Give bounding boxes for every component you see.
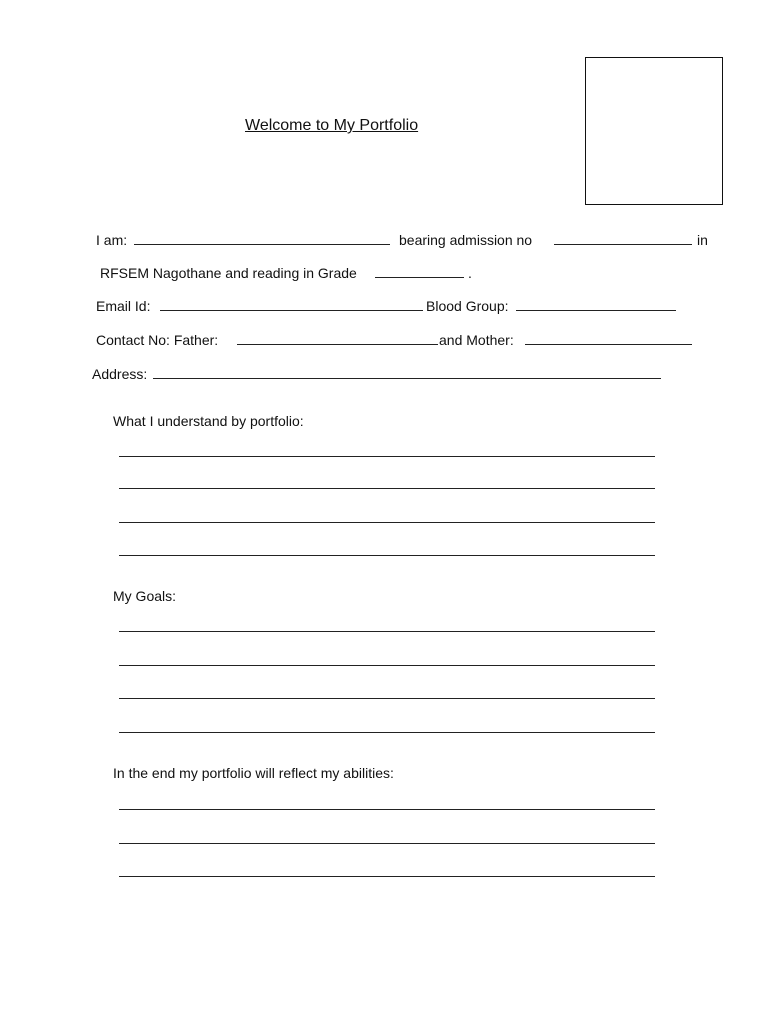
goals-line-1[interactable] (119, 631, 655, 632)
blood-group-label: Blood Group: (426, 298, 509, 314)
goals-line-4[interactable] (119, 732, 655, 733)
goals-line-3[interactable] (119, 698, 655, 699)
mother-label: and Mother: (439, 332, 514, 348)
admission-no-field[interactable] (554, 244, 692, 245)
period-text: . (468, 265, 472, 281)
reflect-line-1[interactable] (119, 809, 655, 810)
in-label: in (697, 232, 708, 248)
blood-group-field[interactable] (516, 310, 676, 311)
i-am-label: I am: (96, 232, 128, 248)
admission-label: bearing admission no (399, 232, 533, 248)
photo-box (585, 57, 723, 205)
school-label: RFSEM Nagothane and reading in Grade (100, 265, 357, 281)
understand-heading: What I understand by portfolio: (113, 413, 304, 429)
father-contact-field[interactable] (237, 344, 438, 345)
name-field[interactable] (134, 244, 390, 245)
reflect-line-3[interactable] (119, 876, 655, 877)
address-field[interactable] (153, 378, 661, 379)
address-label: Address: (92, 366, 148, 382)
page-title: Welcome to My Portfolio (245, 117, 419, 134)
goals-heading: My Goals: (113, 588, 177, 604)
mother-contact-field[interactable] (525, 344, 692, 345)
email-label: Email Id: (96, 298, 151, 314)
understand-line-3[interactable] (119, 522, 655, 523)
understand-line-1[interactable] (119, 456, 655, 457)
contact-label: Contact No: Father: (96, 332, 219, 348)
understand-line-2[interactable] (119, 488, 655, 489)
reflect-line-2[interactable] (119, 843, 655, 844)
grade-field[interactable] (375, 277, 464, 278)
understand-line-4[interactable] (119, 555, 655, 556)
goals-line-2[interactable] (119, 665, 655, 666)
email-field[interactable] (160, 310, 423, 311)
reflect-heading: In the end my portfolio will reflect my abilities: (113, 765, 394, 781)
